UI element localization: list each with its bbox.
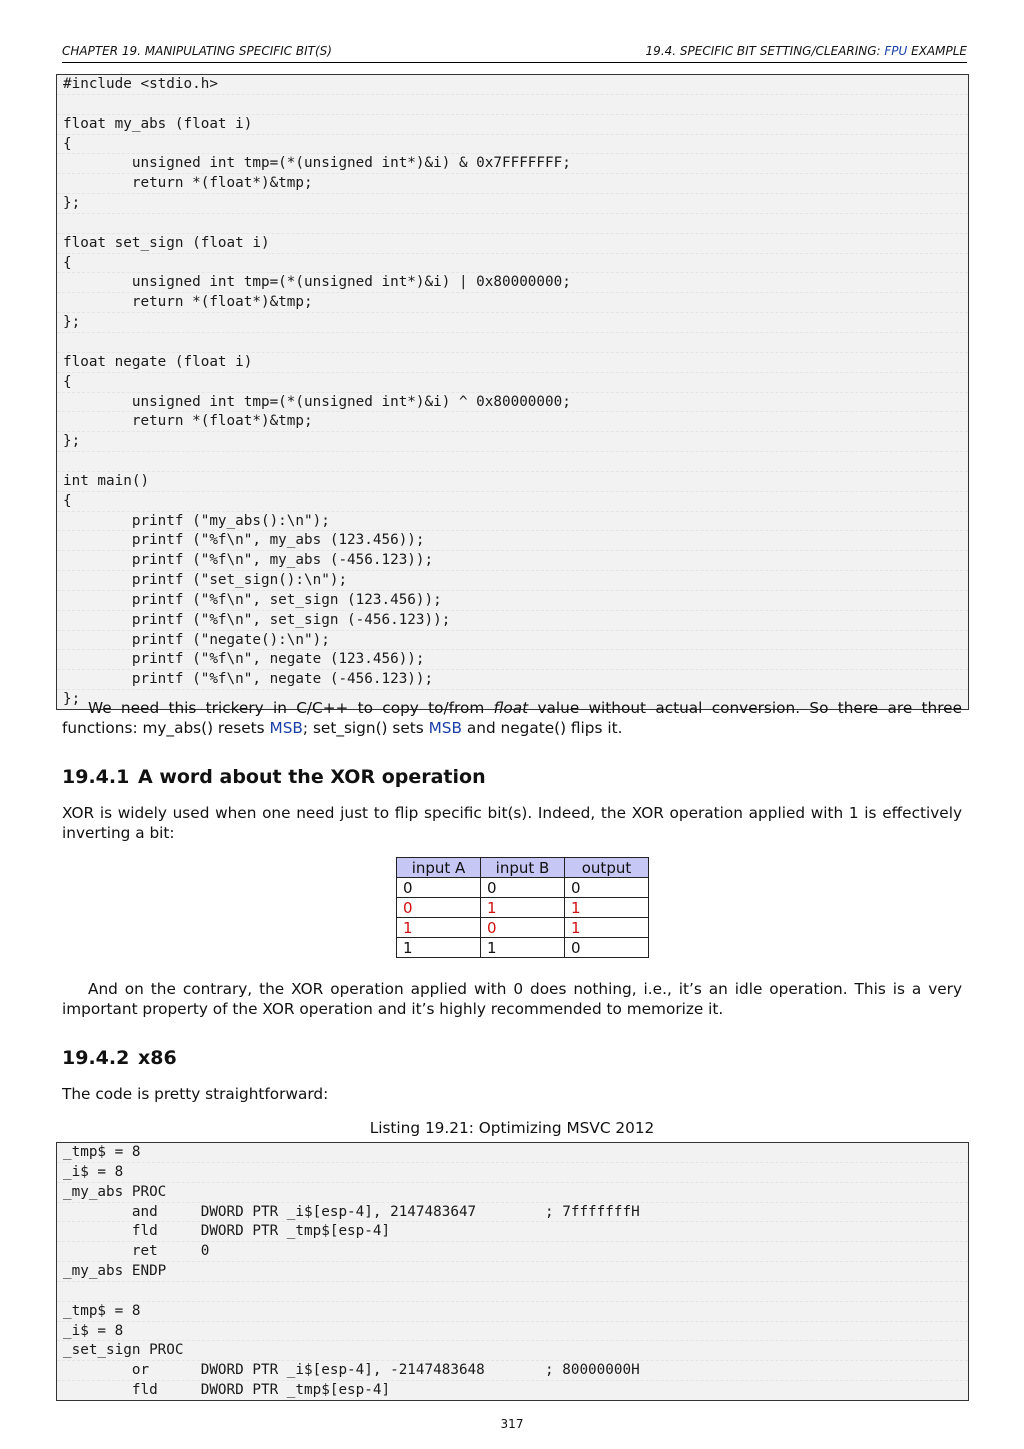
code-line: { [57,492,968,512]
code-line: ret 0 [57,1242,968,1262]
section-number: 19.4.2 [62,1047,130,1069]
code-line: printf ("my_abs():\n"); [57,512,968,532]
table-cell: 0 [397,878,481,898]
code-line: _i$ = 8 [57,1322,968,1342]
code-line: float set_sign (float i) [57,234,968,254]
code-line: float negate (float i) [57,353,968,373]
code-line: }; [57,432,968,452]
code-line: fld DWORD PTR _tmp$[esp-4] [57,1222,968,1242]
table-cell: 1 [481,898,565,918]
section-heading-xor [62,766,486,788]
code-line: unsigned int tmp=(*(unsigned int*)&i) & 0x7FFFFFFF; [57,154,968,174]
chapter-title: CHAPTER 19. MANIPULATING SPECIFIC BIT(S) [62,44,332,58]
section-number: 19.4.1 [62,766,130,788]
code-line [57,214,968,234]
c-code-listing [56,74,969,710]
code-line: return *(float*)&tmp; [57,293,968,313]
para-emphasis: float [493,699,529,717]
code-line: printf ("%f\n", my_abs (123.456)); [57,531,968,551]
table-cell: 1 [565,898,649,918]
code-line: printf ("%f\n", set_sign (-456.123)); [57,611,968,631]
code-line: printf ("set_sign():\n"); [57,571,968,591]
column-header: output [565,858,649,878]
code-line: printf ("%f\n", my_abs (-456.123)); [57,551,968,571]
para-text: We need this trickery in C/C++ to copy to/from [88,699,494,717]
code-line: printf ("%f\n", negate (-456.123)); [57,670,968,690]
section-title [646,44,967,58]
code-line: return *(float*)&tmp; [57,174,968,194]
listing-caption: Listing 19.21: Optimizing MSVC 2012 [369,1119,655,1137]
code-line: { [57,373,968,393]
code-line: unsigned int tmp=(*(unsigned int*)&i) | 0x80000000; [57,273,968,293]
code-line: _tmp$ = 8 [57,1143,968,1163]
column-header: input A [397,858,481,878]
code-line [57,452,968,472]
xor-truth-table [396,857,649,958]
table-row [397,878,649,898]
table-row-highlighted [397,898,649,918]
code-line [57,333,968,353]
section-heading-text: A word about the XOR operation [138,766,486,788]
table-cell: 0 [481,918,565,938]
table-cell: 1 [481,938,565,958]
para-text: value without actual conversion. So there are three functions: my_abs() resets [62,699,962,737]
table-cell: 0 [565,878,649,898]
running-header [62,44,967,63]
section-title-suffix: EXAMPLE [907,44,967,58]
code-line: float my_abs (float i) [57,115,968,135]
table-cell: 1 [397,918,481,938]
code-line: int main() [57,472,968,492]
code-line: unsigned int tmp=(*(unsigned int*)&i) ^ 0x80000000; [57,393,968,413]
code-line: fld DWORD PTR _tmp$[esp-4] [63,1382,391,1399]
table-cell: 0 [565,938,649,958]
code-line: _my_abs PROC [57,1183,968,1203]
asm-code-listing [56,1142,969,1401]
paragraph-xor-intro: XOR is widely used when one need just to flip specific bit(s). Indeed, the XOR operation applied with 1 is effectively inverting a bit: [62,804,962,842]
table-row [397,938,649,958]
section-heading-x86 [62,1047,177,1069]
table-cell: 0 [397,898,481,918]
code-line: return *(float*)&tmp; [57,412,968,432]
code-line [57,1282,968,1302]
section-title-prefix: 19.4. SPECIFIC BIT SETTING/CLEARING: [645,44,885,58]
para-text: and negate() flips it. [462,719,623,737]
code-line: #include <stdio.h> [57,75,968,95]
table-cell: 1 [565,918,649,938]
code-line: printf ("%f\n", set_sign (123.456)); [57,591,968,611]
section-heading-text: x86 [138,1047,177,1069]
code-line: or DWORD PTR _i$[esp-4], -2147483648 ; 80000000H [57,1361,968,1381]
code-line: { [57,135,968,155]
code-line [57,95,968,115]
para-text: ; set_sign() sets [302,719,429,737]
code-line: printf ("%f\n", negate (123.456)); [57,650,968,670]
code-line: printf ("negate():\n"); [57,631,968,651]
table-cell: 1 [397,938,481,958]
table-cell: 0 [481,878,565,898]
table-row-highlighted [397,918,649,938]
code-line: { [57,254,968,274]
code-line: }; [57,313,968,333]
code-line: _i$ = 8 [57,1163,968,1183]
code-line: _set_sign PROC [57,1341,968,1361]
code-line: and DWORD PTR _i$[esp-4], 2147483647 ; 7fffffffH [57,1203,968,1223]
code-line: _tmp$ = 8 [57,1302,968,1322]
paragraph-trickery [62,698,962,738]
msb-link[interactable]: MSB [428,719,463,737]
code-line: }; [57,194,968,214]
fpu-link[interactable]: FPU [884,44,908,58]
paragraph-straightforward: The code is pretty straightforward: [62,1085,329,1103]
code-line: }; [63,691,81,708]
code-line: _my_abs ENDP [57,1262,968,1282]
table-header-row [397,858,649,878]
column-header: input B [481,858,565,878]
paragraph-xor-property: And on the contrary, the XOR operation applied with 0 does nothing, i.e., it’s an idle operation. This is a very important property of the XOR operation and it’s highly recommended to memorize it. [62,980,962,1018]
msb-link[interactable]: MSB [269,719,303,737]
page-number: 317 [500,1417,524,1431]
